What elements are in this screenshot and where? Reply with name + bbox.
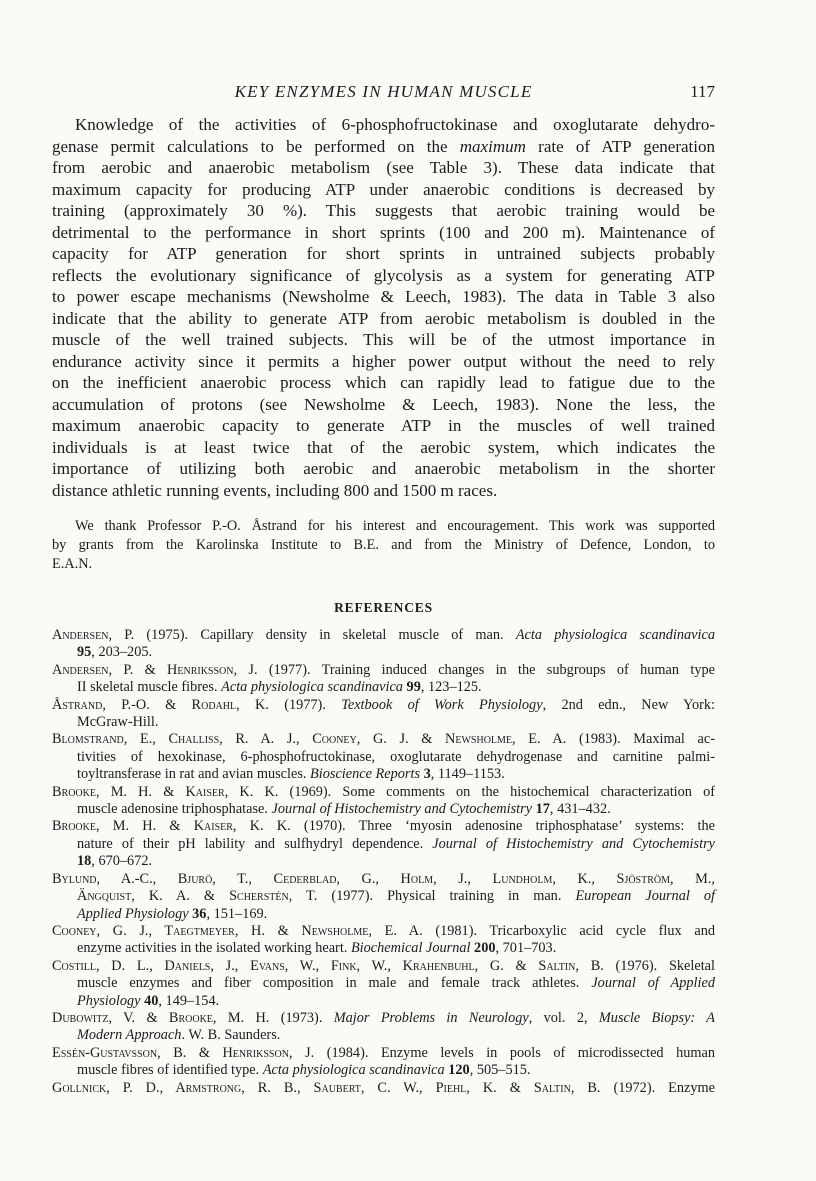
- text-line: Åstrand, P.-O. & Rodahl, K. (1977). Textbook of Work Physiology, 2nd edn., New York:: [52, 696, 716, 713]
- text-line: muscle adenosine triphosphatase. Journal of Histochemistry and Cytochemistry 17, 431–432.: [77, 801, 611, 818]
- text-line: Cooney, G. J., Taegtmeyer, H. & Newsholme, E. A. (1981). Tricarboxylic acid cycle flux and: [52, 922, 716, 939]
- text-line: Andersen, P. (1975). Capillary density in skeletal muscle of man. Acta physiologica scandinavica: [52, 627, 715, 643]
- text-line: training (approximately 30 %). This suggests that aerobic training would be: [52, 201, 715, 220]
- reference-entry: [52, 784, 715, 819]
- text-line: from aerobic and anaerobic metabolism (see Table 3). These data indicate that: [52, 158, 715, 177]
- text-line: enzyme activities in the isolated working heart. Biochemical Journal 200, 701–703.: [77, 940, 557, 957]
- text-line: Knowledge of the activities of 6-phosphofructokinase and oxoglutarate dehydro-: [75, 115, 715, 134]
- text-line: We thank Professor P.-O. Åstrand for his interest and encouragement. This work was supported: [75, 518, 715, 534]
- text-line: nature of their pH lability and sulfhydryl dependence. Journal of Histochemistry and Cytochemistry: [77, 835, 715, 852]
- text-line: Costill, D. L., Daniels, J., Evans, W., Fink, W., Krahenbuhl, G. & Saltin, B. (1976). Skeletal: [52, 957, 715, 974]
- reference-entry: [52, 871, 715, 923]
- text-line: Brooke, M. H. & Kaiser, K. K. (1970). Three ‘myosin adenosine triphosphatase’ systems: the: [52, 818, 715, 835]
- text-line: Physiology 40, 149–154.: [77, 992, 220, 1009]
- text-line: muscle enzymes and fiber composition in male and female track athletes. Journal of Applied: [77, 975, 715, 992]
- text-line: E.A.N.: [52, 556, 93, 572]
- text-line: Brooke, M. H. & Kaiser, K. K. (1969). Some comments on the histochemical characterization of: [52, 783, 715, 800]
- reference-entry: [52, 697, 715, 732]
- text-line: Applied Physiology 36, 151–169.: [77, 905, 268, 922]
- text-line: 18, 670–672.: [77, 853, 153, 870]
- reference-entry: [52, 1045, 715, 1080]
- text-line: maximum anaerobic capacity to generate ATP in the muscles of well trained: [52, 416, 715, 435]
- text-line: Bylund, A.-C., Bjurö, T., Cederblad, G., Holm, J., Lundholm, K., Sjöström, M.,: [52, 870, 715, 887]
- reference-entry: [52, 923, 715, 958]
- text-line: II skeletal muscle fibres. Acta physiologica scandinavica 99, 123–125.: [77, 679, 482, 696]
- reference-entry: [52, 731, 715, 783]
- text-line: on the inefficient anaerobic process which can rapidly lead to fatigue due to the: [52, 373, 715, 392]
- text-line: 95, 203–205.: [77, 644, 153, 661]
- text-line: Blomstrand, E., Challiss, R. A. J., Cooney, G. J. & Newsholme, E. A. (1983). Maximal ac-: [52, 731, 715, 748]
- reference-entry: [52, 1010, 715, 1045]
- acknowledgment: [52, 517, 715, 574]
- text-line: McGraw-Hill.: [77, 714, 159, 731]
- references-list: [52, 627, 715, 1097]
- reference-entry: [52, 627, 715, 662]
- text-line: Gollnick, P. D., Armstrong, R. B., Saubert, C. W., Piehl, K. & Saltin, B. (1972). Enzyme: [52, 1079, 715, 1096]
- page-header: [52, 82, 715, 102]
- text-line: detrimental to the performance in short sprints (100 and 200 m). Maintenance of: [52, 222, 715, 242]
- reference-entry: [52, 1080, 715, 1097]
- text-line: Essén-Gustavsson, B. & Henriksson, J. (1984). Enzyme levels in pools of microdissected human: [52, 1044, 716, 1061]
- text-line: tivities of hexokinase, 6-phosphofructokinase, oxoglutarate dehydrogenase and carnitine palmi-: [77, 748, 715, 765]
- reference-entry: [52, 662, 715, 697]
- text-line: reflects the evolutionary significance of glycolysis as a system for generating ATP: [52, 265, 715, 285]
- page-content: [52, 0, 715, 1097]
- text-line: endurance activity since it permits a higher power output without the need to rely: [52, 351, 715, 371]
- text-line: indicate that the ability to generate ATP from aerobic metabolism is doubled in the: [52, 308, 715, 328]
- text-line: muscle of the well trained subjects. This will be of the utmost importance in: [52, 330, 715, 349]
- text-line: Andersen, P. & Henriksson, J. (1977). Training induced changes in the subgroups of human type: [52, 661, 715, 678]
- text-line: to power escape mechanisms (Newsholme & Leech, 1983). The data in Table 3 also: [52, 287, 715, 306]
- reference-entry: [52, 958, 715, 1010]
- text-line: capacity for ATP generation for short sprints in untrained subjects probably: [52, 244, 715, 263]
- references-heading: REFERENCES: [334, 600, 433, 615]
- text-line: individuals is at least twice that of the aerobic system, which indicates the: [52, 437, 715, 457]
- text-line: muscle fibres of identified type. Acta physiologica scandinavica 120, 505–515.: [77, 1062, 531, 1079]
- main-paragraph: [52, 114, 715, 501]
- text-line: importance of utilizing both aerobic and anaerobic metabolism in the shorter: [52, 459, 715, 478]
- text-line: Modern Approach. W. B. Saunders.: [77, 1027, 281, 1044]
- text-line: Dubowitz, V. & Brooke, M. H. (1973). Major Problems in Neurology, vol. 2, Muscle Biopsy: A: [52, 1009, 716, 1026]
- text-line: toyltransferase in rat and avian muscles. Bioscience Reports 3, 1149–1153.: [77, 766, 505, 783]
- text-line: by grants from the Karolinska Institute to B.E. and from the Ministry of Defence, London, to: [52, 537, 715, 553]
- running-title: KEY ENZYMES IN HUMAN MUSCLE: [234, 82, 533, 101]
- text-line: genase permit calculations to be performed on the maximum rate of ATP generation: [52, 136, 715, 156]
- text-line: accumulation of protons (see Newsholme & Leech, 1983). None the less, the: [52, 394, 715, 414]
- text-line: distance athletic running events, including 800 and 1500 m races.: [52, 480, 498, 500]
- page-number: 117: [690, 82, 715, 101]
- reference-entry: [52, 818, 715, 870]
- text-line: maximum capacity for producing ATP under anaerobic conditions is decreased by: [52, 179, 715, 199]
- text-line: Ängquist, K. A. & Scherstén, T. (1977). Physical training in man. European Journal of: [77, 888, 715, 905]
